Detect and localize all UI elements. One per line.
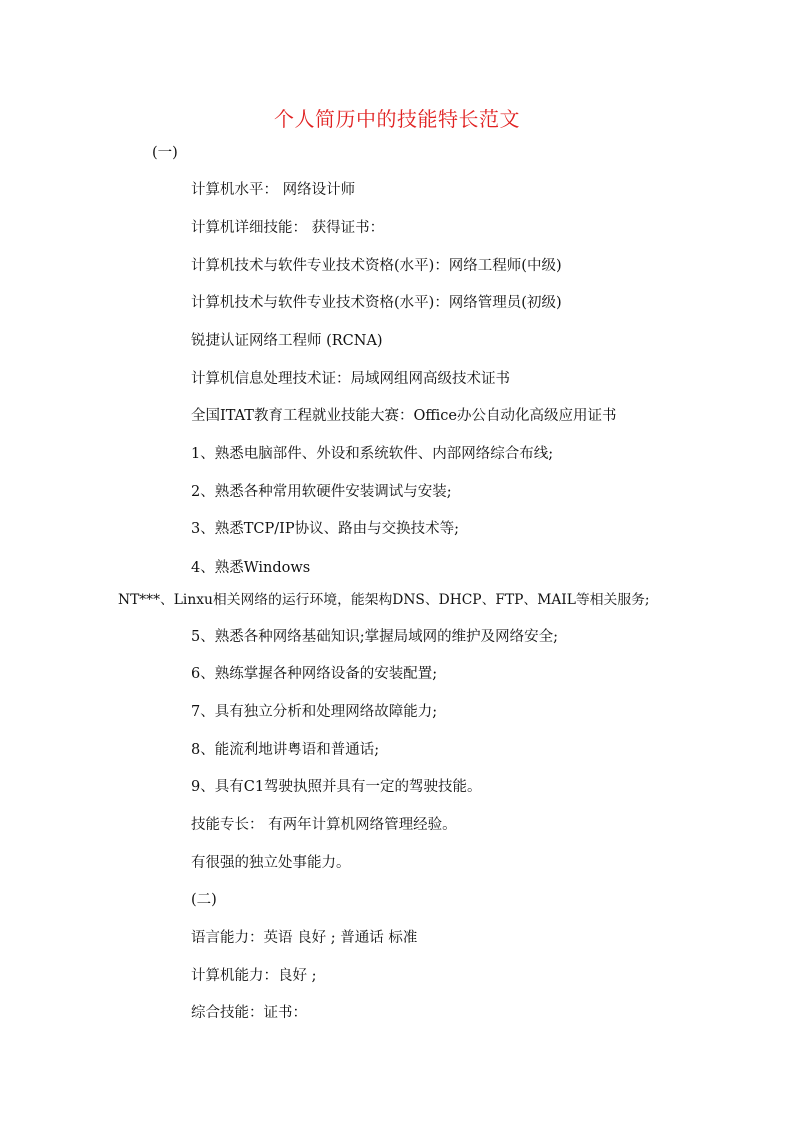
text-line: 综合技能：证书：: [191, 1005, 307, 1021]
list-item: 4、熟悉Windows: [191, 560, 311, 576]
text-line: 计算机水平： 网络设计师: [191, 182, 356, 198]
list-item: 5、熟悉各种网络基础知识;掌握局域网的维护及网络安全;: [191, 629, 558, 645]
text-line: 计算机信息处理技术证：局域网组网高级技术证书: [191, 371, 510, 387]
text-line: 有很强的独立处事能力。: [191, 855, 351, 871]
text-line: 技能专长： 有两年计算机网络管理经验。: [191, 817, 457, 833]
list-item: 3、熟悉TCP/IP协议、路由与交换技术等;: [191, 521, 460, 537]
document-title: 个人简历中的技能特长范文: [274, 107, 520, 131]
text-line: 计算机技术与软件专业技术资格(水平)：网络管理员(初级): [191, 295, 562, 311]
list-item-continuation: NT***、Linxu相关网络的运行环境，能架构DNS、DHCP、FTP、MAIL等相关服务;: [118, 592, 650, 608]
text-line: 计算机能力：良好 ;: [191, 968, 317, 984]
section-heading-2: (二): [191, 892, 217, 908]
text-line: 计算机技术与软件专业技术资格(水平)：网络工程师(中级): [191, 258, 562, 274]
list-item: 1、熟悉电脑部件、外设和系统软件、内部网络综合布线;: [191, 446, 554, 462]
list-item: 2、熟悉各种常用软硬件安装调试与安装;: [191, 484, 452, 500]
text-line: 全国ITAT教育工程就业技能大赛：Office办公自动化高级应用证书: [191, 408, 617, 424]
list-item: 8、能流利地讲粤语和普通话;: [191, 742, 380, 758]
text-line: 锐捷认证网络工程师 (RCNA): [191, 333, 383, 349]
list-item: 6、熟练掌握各种网络设备的安装配置;: [191, 666, 438, 682]
section-heading-1: (一): [152, 145, 178, 161]
list-item: 9、具有C1驾驶执照并具有一定的驾驶技能。: [191, 779, 482, 795]
text-line: 计算机详细技能： 获得证书：: [191, 220, 385, 236]
text-line: 语言能力：英语 良好 ; 普通话 标准: [191, 930, 418, 946]
list-item: 7、具有独立分析和处理网络故障能力;: [191, 704, 438, 720]
